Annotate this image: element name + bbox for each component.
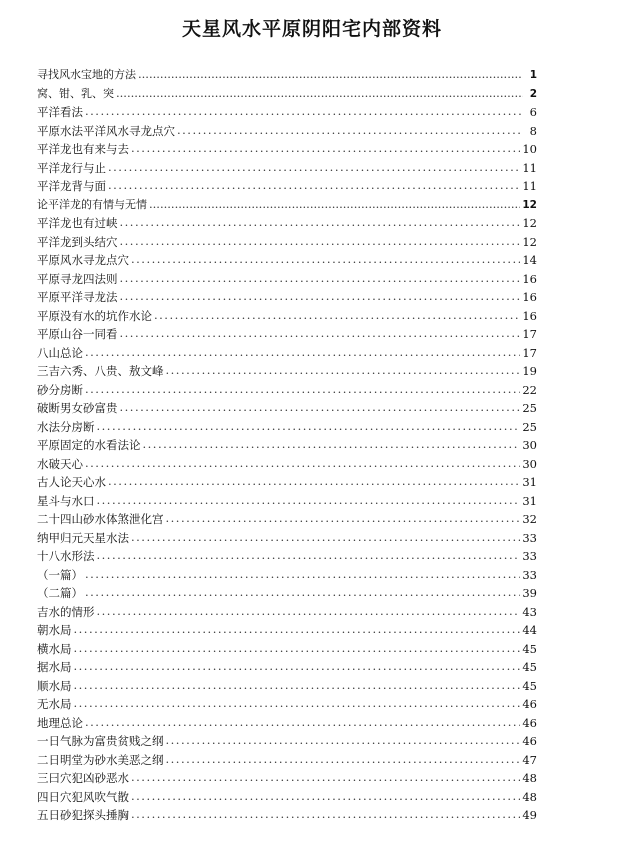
toc-dot-leader bbox=[131, 768, 520, 787]
toc-dot-leader bbox=[108, 176, 520, 195]
toc-page-number: 17 bbox=[522, 345, 537, 360]
toc-dot-leader bbox=[120, 287, 521, 306]
toc-page-number: 46 bbox=[522, 697, 537, 711]
toc-dot-leader bbox=[120, 213, 521, 232]
toc-entry-title: 无水局 bbox=[37, 697, 72, 711]
toc-entry[interactable] bbox=[37, 196, 537, 215]
toc-dot-leader bbox=[85, 583, 520, 602]
toc-dot-leader bbox=[85, 454, 520, 473]
toc-entry[interactable] bbox=[37, 455, 537, 474]
toc-entry[interactable] bbox=[37, 621, 537, 640]
toc-entry-title: 平洋龙也有过峡 bbox=[37, 216, 118, 230]
toc-page-number: 39 bbox=[522, 586, 537, 600]
toc-dot-leader bbox=[131, 250, 520, 269]
toc-dot-leader bbox=[120, 269, 521, 288]
toc-entry-title: 平原没有水的坑作水论 bbox=[37, 308, 152, 323]
toc-page-number: 46 bbox=[522, 715, 537, 730]
toc-dot-leader bbox=[166, 509, 521, 528]
toc-dot-leader bbox=[74, 676, 521, 695]
toc-dot-leader bbox=[97, 417, 521, 436]
toc-dot-leader bbox=[138, 65, 523, 84]
toc-entry[interactable] bbox=[37, 418, 537, 437]
toc-entry-title: 四日穴犯风吹气散 bbox=[37, 789, 129, 804]
toc-page-number: 33 bbox=[522, 549, 537, 563]
toc-entry-title: 地理总论 bbox=[37, 715, 83, 730]
toc-page-number: 25 bbox=[522, 419, 537, 434]
toc-entry[interactable] bbox=[37, 325, 537, 344]
toc-entry-title: 窝、钳、乳、突 bbox=[37, 86, 114, 100]
toc-entry[interactable] bbox=[37, 492, 537, 511]
toc-dot-leader bbox=[85, 713, 520, 732]
table-of-contents bbox=[37, 66, 537, 825]
toc-entry-title: 朝水局 bbox=[37, 623, 72, 637]
toc-page-number: 31 bbox=[522, 493, 537, 508]
toc-entry-title: 平原山谷一同看 bbox=[37, 327, 118, 341]
toc-entry[interactable] bbox=[37, 584, 537, 603]
toc-entry-title: 平原风水寻龙点穴 bbox=[37, 253, 129, 267]
toc-page-number: 47 bbox=[522, 752, 537, 767]
toc-entry[interactable] bbox=[37, 307, 537, 326]
document-title: 天星风水平原阴阳宅内部资料 bbox=[181, 18, 442, 40]
toc-dot-leader bbox=[120, 324, 521, 343]
toc-entry[interactable] bbox=[37, 751, 537, 770]
toc-entry-title: 平原水法平洋风水寻龙点穴 bbox=[37, 123, 175, 138]
toc-entry[interactable] bbox=[37, 529, 537, 548]
toc-page-number: 45 bbox=[522, 660, 537, 674]
toc-entry-title: 据水局 bbox=[37, 660, 72, 674]
toc-entry-title: 二十四山砂水体煞泄化宫 bbox=[37, 512, 164, 526]
toc-page-number: 32 bbox=[522, 512, 537, 526]
toc-entry-title: 五日砂犯探头捶胸 bbox=[37, 808, 129, 822]
toc-page-number: 33 bbox=[522, 567, 537, 582]
toc-page-number: 45 bbox=[522, 678, 537, 693]
toc-dot-leader bbox=[108, 472, 520, 491]
toc-entry-title: 平原寻龙四法则 bbox=[37, 271, 118, 286]
toc-entry[interactable] bbox=[37, 140, 537, 159]
toc-dot-leader bbox=[74, 694, 521, 713]
toc-page-number: 8 bbox=[529, 123, 537, 138]
toc-dot-leader bbox=[85, 565, 520, 584]
toc-entry[interactable] bbox=[37, 177, 537, 196]
toc-dot-leader bbox=[131, 805, 520, 824]
toc-dot-leader bbox=[97, 491, 521, 510]
toc-entry[interactable] bbox=[37, 695, 537, 714]
toc-entry-title: 平洋龙背与面 bbox=[37, 179, 106, 193]
toc-entry[interactable] bbox=[37, 399, 537, 418]
toc-page-number: 6 bbox=[529, 105, 537, 119]
toc-page-number: 12 bbox=[522, 234, 537, 249]
toc-dot-leader bbox=[97, 602, 521, 621]
toc-page-number: 31 bbox=[522, 475, 537, 489]
toc-page-number: 44 bbox=[522, 623, 537, 637]
toc-entry-title: 平洋看法 bbox=[37, 105, 83, 119]
toc-dot-leader bbox=[131, 139, 520, 158]
toc-entry-title: 平洋龙行与止 bbox=[37, 160, 106, 175]
toc-entry[interactable] bbox=[37, 714, 537, 733]
toc-entry[interactable] bbox=[37, 85, 537, 104]
toc-page-number: 16 bbox=[522, 290, 537, 304]
toc-page-number: 11 bbox=[522, 179, 537, 193]
toc-dot-leader bbox=[85, 102, 523, 121]
toc-entry-title: 破断男女砂富贵 bbox=[37, 401, 118, 415]
toc-page-number: 33 bbox=[522, 530, 537, 545]
toc-page-number: 12 bbox=[522, 216, 537, 230]
toc-entry[interactable] bbox=[37, 658, 537, 677]
toc-page-number: 12 bbox=[522, 198, 537, 211]
toc-page-number: 49 bbox=[522, 808, 537, 822]
toc-dot-leader bbox=[166, 361, 521, 380]
toc-entry-title: （一篇） bbox=[37, 567, 83, 582]
toc-page-number: 10 bbox=[522, 142, 537, 156]
toc-page-number: 17 bbox=[522, 327, 537, 341]
toc-entry[interactable] bbox=[37, 344, 537, 363]
toc-entry[interactable] bbox=[37, 288, 537, 307]
toc-entry-title: 水法分房断 bbox=[37, 419, 95, 434]
toc-page-number: 11 bbox=[522, 160, 537, 175]
toc-entry[interactable] bbox=[37, 251, 537, 270]
toc-entry[interactable] bbox=[37, 270, 537, 289]
toc-entry-title: 寻找风水宝地的方法 bbox=[37, 68, 136, 81]
toc-entry[interactable] bbox=[37, 547, 537, 566]
toc-dot-leader bbox=[85, 343, 520, 362]
toc-page-number: 22 bbox=[522, 382, 537, 397]
toc-entry[interactable] bbox=[37, 732, 537, 751]
toc-entry[interactable] bbox=[37, 640, 537, 659]
toc-entry-title: 平洋龙到头结穴 bbox=[37, 234, 118, 249]
toc-entry-title: 三吉六秀、八贵、敖文峰 bbox=[37, 364, 164, 378]
toc-dot-leader bbox=[120, 232, 521, 251]
toc-entry[interactable] bbox=[37, 159, 537, 178]
toc-dot-leader bbox=[166, 750, 521, 769]
toc-entry-title: 论平洋龙的有情与无情 bbox=[37, 197, 147, 211]
toc-entry-title: 平洋龙也有来与去 bbox=[37, 142, 129, 156]
toc-dot-leader bbox=[131, 528, 520, 547]
toc-entry-title: 十八水形法 bbox=[37, 549, 95, 563]
toc-entry-title: 水破天心 bbox=[37, 456, 83, 471]
toc-page-number: 43 bbox=[522, 604, 537, 619]
toc-entry[interactable] bbox=[37, 788, 537, 807]
toc-entry[interactable] bbox=[37, 603, 537, 622]
toc-page-number: 30 bbox=[522, 456, 537, 471]
toc-entry[interactable] bbox=[37, 473, 537, 492]
toc-dot-leader bbox=[154, 306, 520, 325]
toc-entry-title: 顺水局 bbox=[37, 678, 72, 693]
toc-dot-leader bbox=[97, 546, 521, 565]
toc-entry[interactable] bbox=[37, 66, 537, 85]
toc-entry-title: 一日气脉为富贵贫贱之纲 bbox=[37, 734, 164, 748]
toc-page-number: 14 bbox=[522, 253, 537, 267]
toc-page-number: 19 bbox=[522, 364, 537, 378]
toc-page-number: 30 bbox=[522, 438, 537, 452]
toc-entry-title: 平原固定的水看法论 bbox=[37, 438, 141, 452]
toc-dot-leader bbox=[177, 121, 523, 140]
toc-page-number: 45 bbox=[522, 641, 537, 656]
toc-entry-title: 三曰穴犯凶砂恶水 bbox=[37, 771, 129, 785]
toc-entry[interactable] bbox=[37, 677, 537, 696]
toc-dot-leader bbox=[143, 435, 521, 454]
toc-dot-leader bbox=[149, 195, 520, 214]
toc-entry[interactable] bbox=[37, 510, 537, 529]
toc-dot-leader bbox=[85, 380, 520, 399]
toc-entry-title: 吉水的情形 bbox=[37, 604, 95, 619]
toc-entry[interactable] bbox=[37, 214, 537, 233]
toc-entry[interactable] bbox=[37, 806, 537, 825]
toc-entry-title: 横水局 bbox=[37, 641, 72, 656]
toc-entry[interactable] bbox=[37, 381, 537, 400]
toc-page-number: 48 bbox=[522, 771, 537, 785]
toc-entry-title: 平原平洋寻龙法 bbox=[37, 290, 118, 304]
toc-entry-title: 二日明堂为砂水美恶之纲 bbox=[37, 752, 164, 767]
toc-page-number: 16 bbox=[522, 308, 537, 323]
toc-entry[interactable] bbox=[37, 436, 537, 455]
toc-entry[interactable] bbox=[37, 122, 537, 141]
toc-entry[interactable] bbox=[37, 362, 537, 381]
toc-page-number: 1 bbox=[529, 69, 537, 81]
toc-dot-leader bbox=[108, 158, 520, 177]
toc-entry-title: 星斗与水口 bbox=[37, 493, 95, 508]
toc-dot-leader bbox=[116, 84, 523, 103]
toc-entry[interactable] bbox=[37, 233, 537, 252]
toc-dot-leader bbox=[131, 787, 520, 806]
toc-page-number: 25 bbox=[522, 401, 537, 415]
toc-entry[interactable] bbox=[37, 769, 537, 788]
toc-entry-title: 纳甲归元天星水法 bbox=[37, 530, 129, 545]
toc-page-number: 48 bbox=[522, 789, 537, 804]
toc-entry[interactable] bbox=[37, 103, 537, 122]
toc-dot-leader bbox=[74, 639, 521, 658]
toc-dot-leader bbox=[74, 657, 521, 676]
toc-entry-title: （二篇） bbox=[37, 586, 83, 600]
toc-dot-leader bbox=[166, 731, 521, 750]
toc-dot-leader bbox=[74, 620, 521, 639]
toc-entry-title: 八山总论 bbox=[37, 345, 83, 360]
toc-entry[interactable] bbox=[37, 566, 537, 585]
toc-page-number: 46 bbox=[522, 734, 537, 748]
toc-page-number: 16 bbox=[522, 271, 537, 286]
toc-page-number: 2 bbox=[529, 87, 537, 100]
toc-entry-title: 古人论天心水 bbox=[37, 475, 106, 489]
toc-entry-title: 砂分房断 bbox=[37, 382, 83, 397]
toc-dot-leader bbox=[120, 398, 521, 417]
